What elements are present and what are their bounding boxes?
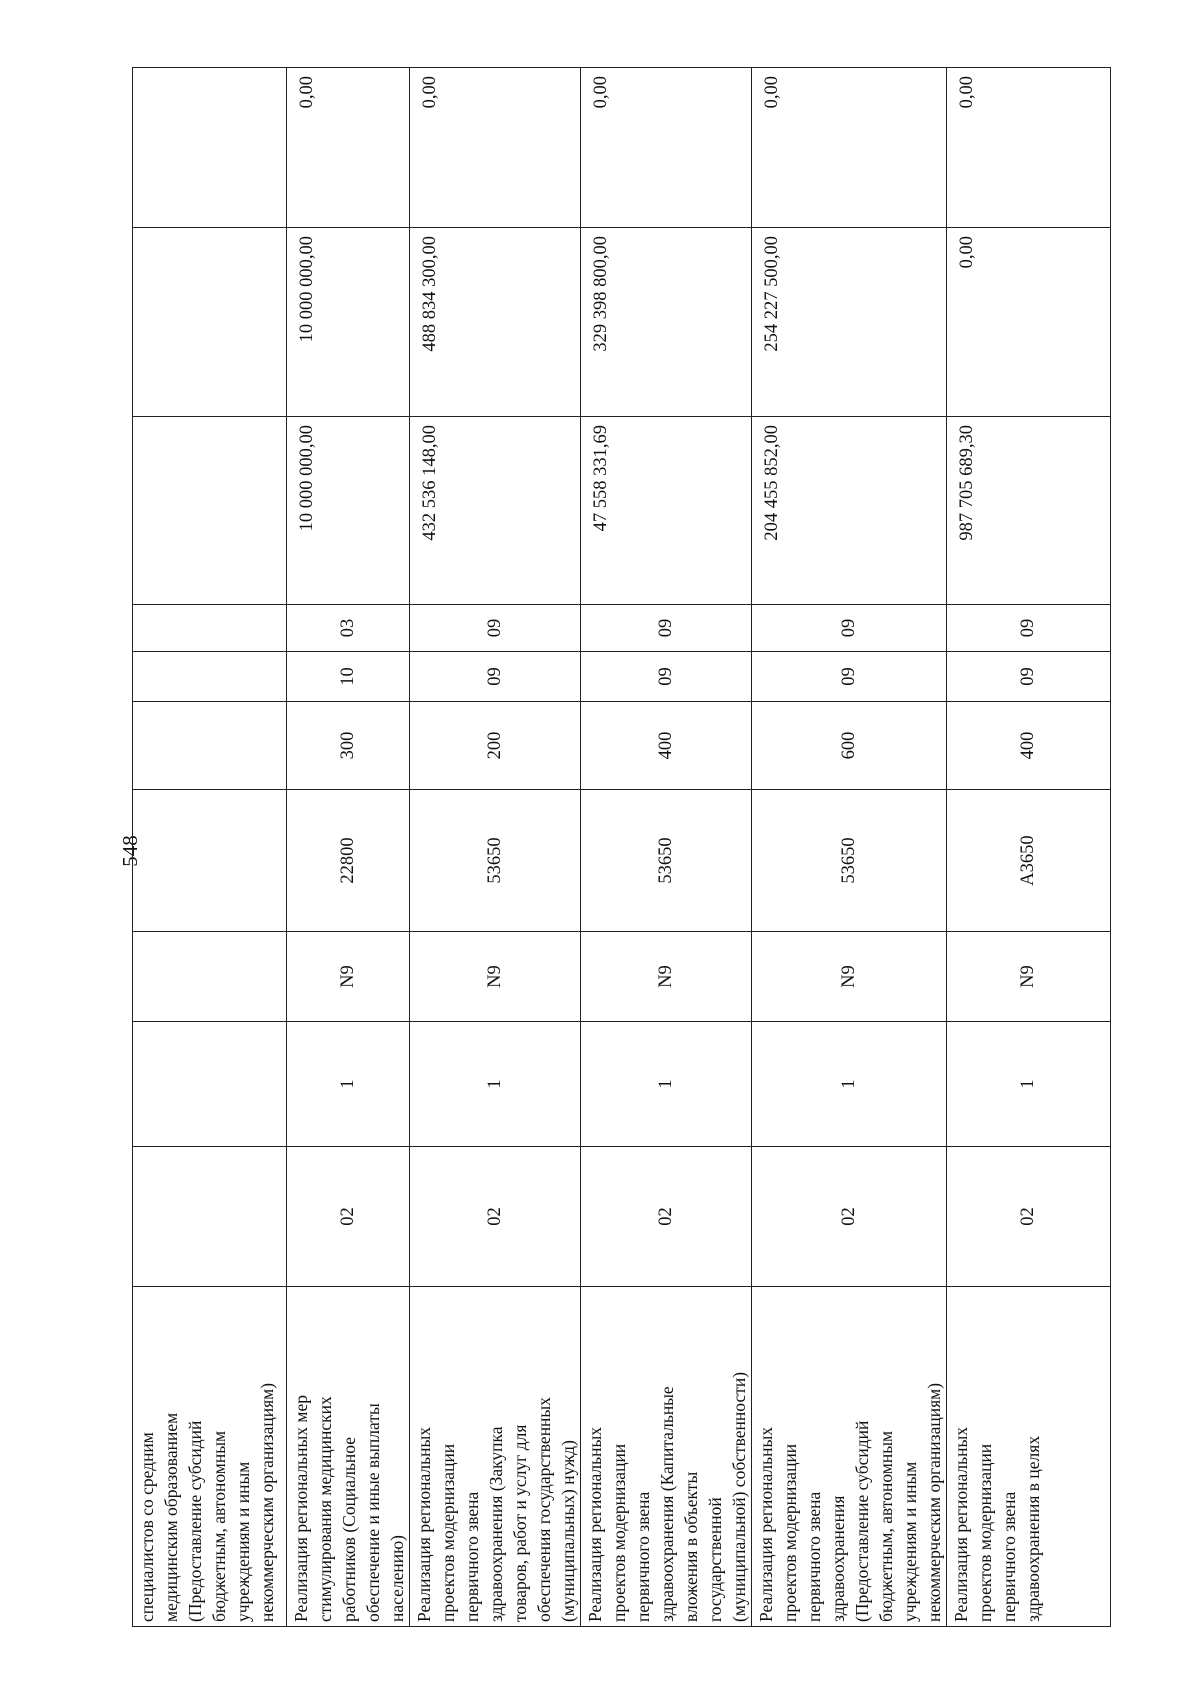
cell-subprogram-code: 1 [752, 1022, 947, 1147]
row-description: Реализация региональных проектов модернизации первичного звена здравоохранения (Закупка товаров, работ и услуг для обеспечения государственных (муниципальных) нужд) [410, 1287, 581, 1627]
cell-amount-1: 432 536 148,00 [410, 417, 581, 605]
cell-program-code: 02 [947, 1147, 1111, 1287]
cell-direction-code: 53650 [752, 790, 947, 932]
cell-program-code: 02 [581, 1147, 752, 1287]
cell-direction-code: A3650 [947, 790, 1111, 932]
budget-table [132, 67, 1111, 1627]
table-row [947, 68, 1111, 1627]
cell-expense-type [133, 702, 287, 790]
cell-amount-3: 0,00 [752, 68, 947, 228]
row-description: Реализация региональных проектов модернизации первичного звена здравоохранения (Предоставление субсидий бюджетным, автономным учреждениям и иным некоммерческим организациям) [752, 1287, 947, 1627]
cell-subsection: 09 [581, 605, 752, 652]
cell-direction-code: 22800 [287, 790, 410, 932]
table-row [581, 68, 752, 1627]
cell-amount-2: 329 398 800,00 [581, 228, 752, 417]
cell-section: 09 [947, 652, 1111, 702]
cell-subsection [133, 605, 287, 652]
cell-subsection: 03 [287, 605, 410, 652]
cell-expense-type: 400 [581, 702, 752, 790]
budget-table-rotated [132, 68, 1100, 1627]
cell-amount-3 [133, 68, 287, 228]
cell-program-code [133, 1147, 287, 1287]
cell-amount-2: 0,00 [947, 228, 1111, 417]
cell-amount-2: 254 227 500,00 [752, 228, 947, 417]
cell-amount-2: 488 834 300,00 [410, 228, 581, 417]
cell-direction-code: 53650 [581, 790, 752, 932]
cell-expense-type: 600 [752, 702, 947, 790]
cell-program-code: 02 [752, 1147, 947, 1287]
cell-amount-3: 0,00 [947, 68, 1111, 228]
cell-amount-1: 204 455 852,00 [752, 417, 947, 605]
cell-expense-type: 400 [947, 702, 1111, 790]
table-row [752, 68, 947, 1627]
cell-project-code: N9 [287, 932, 410, 1022]
cell-section: 09 [581, 652, 752, 702]
cell-subprogram-code [133, 1022, 287, 1147]
page-number: 548 [118, 835, 142, 867]
row-description: Реализация региональных проектов модернизации первичного звена здравоохранения (Капитальные вложения в объекты государственной (муниципальной) собственности) [581, 1287, 752, 1627]
cell-amount-3: 0,00 [287, 68, 410, 228]
cell-amount-2 [133, 228, 287, 417]
cell-amount-1: 10 000 000,00 [287, 417, 410, 605]
cell-project-code [133, 932, 287, 1022]
cell-expense-type: 300 [287, 702, 410, 790]
cell-amount-1 [133, 417, 287, 605]
cell-amount-3: 0,00 [410, 68, 581, 228]
cell-direction-code [133, 790, 287, 932]
row-description: Реализация региональных мер стимулирования медицинских работников (Социальное обеспечение и иные выплаты населению) [287, 1287, 410, 1627]
cell-subsection: 09 [752, 605, 947, 652]
cell-section: 10 [287, 652, 410, 702]
cell-subsection: 09 [947, 605, 1111, 652]
cell-amount-1: 987 705 689,30 [947, 417, 1111, 605]
cell-amount-1: 47 558 331,69 [581, 417, 752, 605]
cell-subprogram-code: 1 [410, 1022, 581, 1147]
cell-expense-type: 200 [410, 702, 581, 790]
row-description: специалистов со средним медицинским образованием (Предоставление субсидий бюджетным, автономным учреждениям и иным некоммерческим организациям) [133, 1287, 287, 1627]
table-row [410, 68, 581, 1627]
row-description: Реализация региональных проектов модернизации первичного звена здравоохранения в целях [947, 1287, 1111, 1627]
cell-section: 09 [410, 652, 581, 702]
cell-subprogram-code: 1 [581, 1022, 752, 1147]
table-row [133, 68, 287, 1627]
cell-section: 09 [752, 652, 947, 702]
cell-section [133, 652, 287, 702]
cell-amount-2: 10 000 000,00 [287, 228, 410, 417]
cell-project-code: N9 [752, 932, 947, 1022]
cell-subprogram-code: 1 [947, 1022, 1111, 1147]
cell-subprogram-code: 1 [287, 1022, 410, 1147]
cell-program-code: 02 [410, 1147, 581, 1287]
cell-project-code: N9 [410, 932, 581, 1022]
cell-program-code: 02 [287, 1147, 410, 1287]
cell-project-code: N9 [581, 932, 752, 1022]
table-row [287, 68, 410, 1627]
cell-amount-3: 0,00 [581, 68, 752, 228]
cell-direction-code: 53650 [410, 790, 581, 932]
cell-subsection: 09 [410, 605, 581, 652]
cell-project-code: N9 [947, 932, 1111, 1022]
